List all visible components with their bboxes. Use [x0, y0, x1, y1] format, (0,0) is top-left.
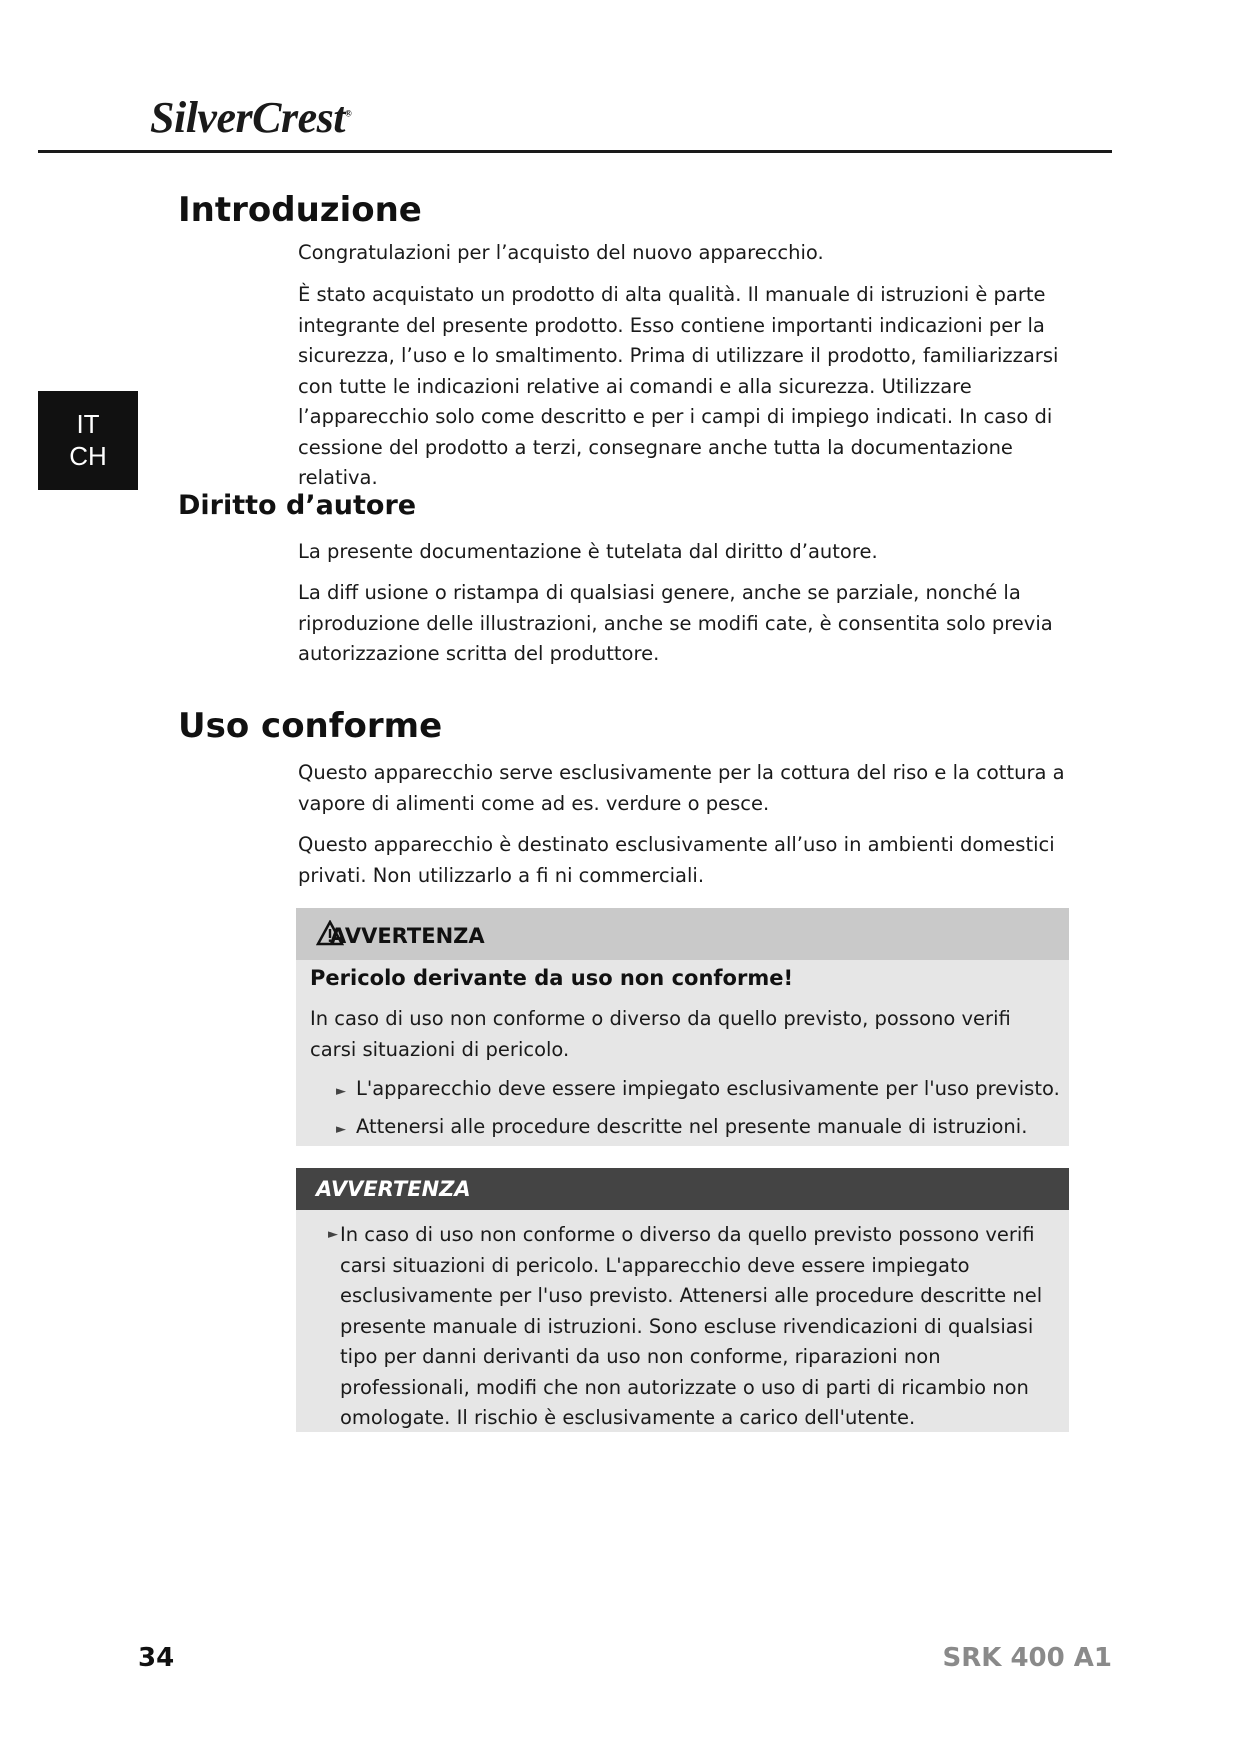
copyright-paragraph-1: La presente documentazione è tutelata dal diritto d’autore. [298, 540, 878, 563]
warning-subtitle: Pericolo derivante da uso non conforme! [310, 966, 794, 990]
header-rule [38, 150, 1112, 153]
warning-label: AVVERTENZA [330, 924, 485, 948]
warning-liability-text: ► In caso di uso non conforme o diverso da quello previsto possono verifi carsi situazioni di pericolo. L'apparecchio deve essere impiegato esclusivamente per l'uso previsto. Attenersi alle procedure descritte nel presente manuale di istruzioni. Sono escluse rivendicazioni di qualsiasi tipo per danni derivanti da uso non conforme, riparazioni non professionali, modifi che non autorizzate o uso di parti di ricambio non omologate. Il rischio è esclusivamente a carico dell'utente. [340, 1220, 1056, 1434]
warning-box-liability [296, 1168, 1069, 1432]
language-tab [38, 391, 138, 490]
arrow-bullet-icon: ► [336, 1084, 346, 1099]
warning-box-misuse [296, 908, 1069, 1146]
warning-text: In caso di uso non conforme o diverso da quello previsto, possono verifi carsi situazioni di pericolo. [310, 1007, 1011, 1061]
arrow-bullet-icon: ► [328, 1227, 338, 1242]
warning-bullet: ► L'apparecchio deve essere impiegato esclusivamente per l'uso previsto. [336, 1077, 1060, 1100]
intro-heading: Introduzione [178, 190, 422, 230]
intended-use-heading: Uso conforme [178, 706, 443, 746]
intro-paragraph-2: È stato acquistato un prodotto di alta qualità. Il manuale di istruzioni è parte integrante del presente prodotto. Esso contiene importanti indicazioni per la sicurezza, l’uso e lo smaltimento. Prima di utilizzare il prodotto, familiarizzarsi con tutte le indicazioni relative ai comandi e alla sicurezza. Utilizzare l’apparecchio solo come descritto e per i campi di impiego indicati. In caso di cessione del prodotto a terzi, consegnare anche tutta la documentazione relativa. [298, 283, 1059, 489]
arrow-bullet-icon: ► [336, 1122, 346, 1137]
page-number: 34 [138, 1643, 175, 1673]
warning-header [296, 908, 1069, 960]
silvercrest-logo: SilverCrest® [150, 93, 352, 142]
model-number: SRK 400 A1 [942, 1643, 1112, 1673]
intended-use-paragraph-1: Questo apparecchio serve esclusivamente per la cottura del riso e la cottura a vapore di alimenti come ad es. verdure o pesce. [298, 761, 1065, 815]
language-code-ch: CH [69, 441, 107, 471]
intro-paragraph-1: Congratulazioni per l’acquisto del nuovo apparecchio. [298, 241, 824, 264]
copyright-heading: Diritto d’autore [178, 490, 417, 521]
copyright-paragraph-2: La diff usione o ristampa di qualsiasi genere, anche se parziale, nonché la riproduzione delle illustrazioni, anche se modifi cate, è consentita solo previa autorizzazione scritta del produttore. [298, 581, 1053, 665]
intended-use-paragraph-2: Questo apparecchio è destinato esclusivamente all’uso in ambienti domestici privati. Non utilizzarlo a fi ni commerciali. [298, 833, 1055, 887]
warning-bullet: ► Attenersi alle procedure descritte nel presente manuale di istruzioni. [336, 1115, 1028, 1138]
language-code-it: IT [76, 409, 100, 439]
warning-header-dark: AVVERTENZA [296, 1168, 1069, 1210]
